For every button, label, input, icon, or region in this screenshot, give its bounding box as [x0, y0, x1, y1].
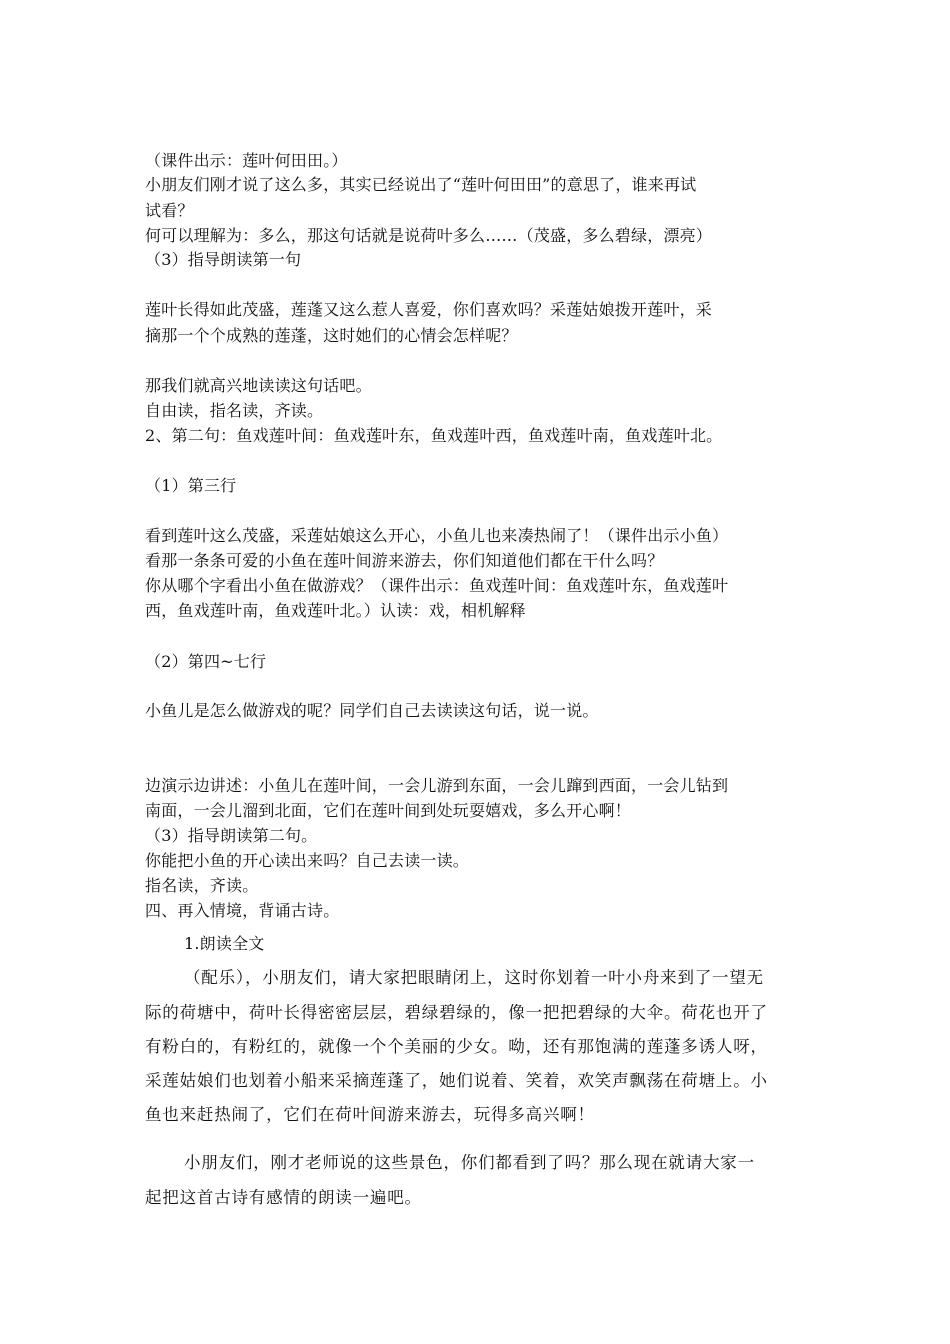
- paragraph-line: 采莲姑娘们也划着小船来采摘莲蓬了，她们说着、笑着，欢笑声飘荡在荷塘上。小: [145, 1071, 768, 1090]
- paragraph-line: （配乐），小朋友们，请大家把眼睛闭上，这时你划着一叶小舟来到了一望无: [184, 968, 764, 987]
- text-line: 那我们就高兴地读读这句话吧。: [145, 376, 372, 395]
- section-heading: （2）第四~七行: [145, 652, 267, 671]
- text-line: 摘那一个个成熟的莲蓬，这时她们的心情会怎样呢？: [145, 326, 518, 345]
- text-line: 试看？: [145, 201, 194, 220]
- text-line: 西，鱼戏莲叶南，鱼戏莲叶北。）认读：戏，相机解释: [145, 601, 526, 620]
- text-line: 指名读，齐读。: [145, 876, 259, 895]
- paragraph-line: 际的荷塘中，荷叶长得密密层层，碧绿碧绿的，像一把把碧绿的大伞。荷花也开了: [145, 1003, 768, 1022]
- section-heading: 四、再入情境，背诵古诗。: [145, 901, 340, 920]
- paragraph-line: 有粉白的，有粉红的，就像一个个美丽的少女。呦，还有那饱满的莲蓬多诱人呀，: [145, 1037, 768, 1056]
- text-line: 何可以理解为：多么，那这句话就是说荷叶多么……（茂盛，多么碧绿，漂亮）: [145, 226, 713, 245]
- text-line: 莲叶长得如此茂盛，莲蓬又这么惹人喜爱，你们喜欢吗？采莲姑娘拨开莲叶，采: [145, 300, 713, 319]
- subsection-heading: 1.朗读全文: [184, 934, 265, 953]
- paragraph-line: 鱼也来赶热闹了，它们在荷叶间游来游去，玩得多高兴啊！: [145, 1105, 595, 1124]
- text-line: 边演示边讲述：小鱼儿在莲叶间，一会儿游到东面，一会儿蹿到西面，一会儿钻到: [145, 776, 729, 795]
- text-line: （课件出示：莲叶何田田。）: [145, 151, 348, 170]
- text-line: （3）指导朗读第一句: [145, 250, 302, 269]
- paragraph-line: 起把这首古诗有感情的朗读一遍吧。: [145, 1188, 422, 1207]
- text-line: 小朋友们刚才说了这么多，其实已经说出了“莲叶何田田”的意思了，谁来再试: [145, 175, 697, 194]
- text-line: 南面，一会儿溜到北面，它们在莲叶间到处玩耍嬉戏，多么开心啊！: [145, 801, 632, 820]
- text-line: 看到莲叶这么茂盛，采莲姑娘这么开心，小鱼儿也来凑热闹了！（课件出示小鱼）: [145, 526, 729, 545]
- text-line: 看那一条条可爱的小鱼在莲叶间游来游去，你们知道他们都在干什么吗？: [145, 551, 664, 570]
- text-line: 你能把小鱼的开心读出来吗？自己去读一读。: [145, 851, 470, 870]
- text-line: 2、第二句：鱼戏莲叶间：鱼戏莲叶东，鱼戏莲叶西，鱼戏莲叶南，鱼戏莲叶北。: [145, 426, 723, 445]
- section-heading: （1）第三行: [145, 476, 237, 495]
- text-line: 小鱼儿是怎么做游戏的呢？同学们自己去读读这句话，说一说。: [145, 701, 599, 720]
- paragraph-line: 小朋友们，刚才老师说的这些景色，你们都看到了吗？那么现在就请大家一: [184, 1153, 755, 1172]
- text-line: 你从哪个字看出小鱼在做游戏？（课件出示：鱼戏莲叶间：鱼戏莲叶东，鱼戏莲叶: [145, 576, 729, 595]
- text-line: 自由读，指名读，齐读。: [145, 401, 324, 420]
- section-heading: （3）指导朗读第二句。: [145, 826, 318, 845]
